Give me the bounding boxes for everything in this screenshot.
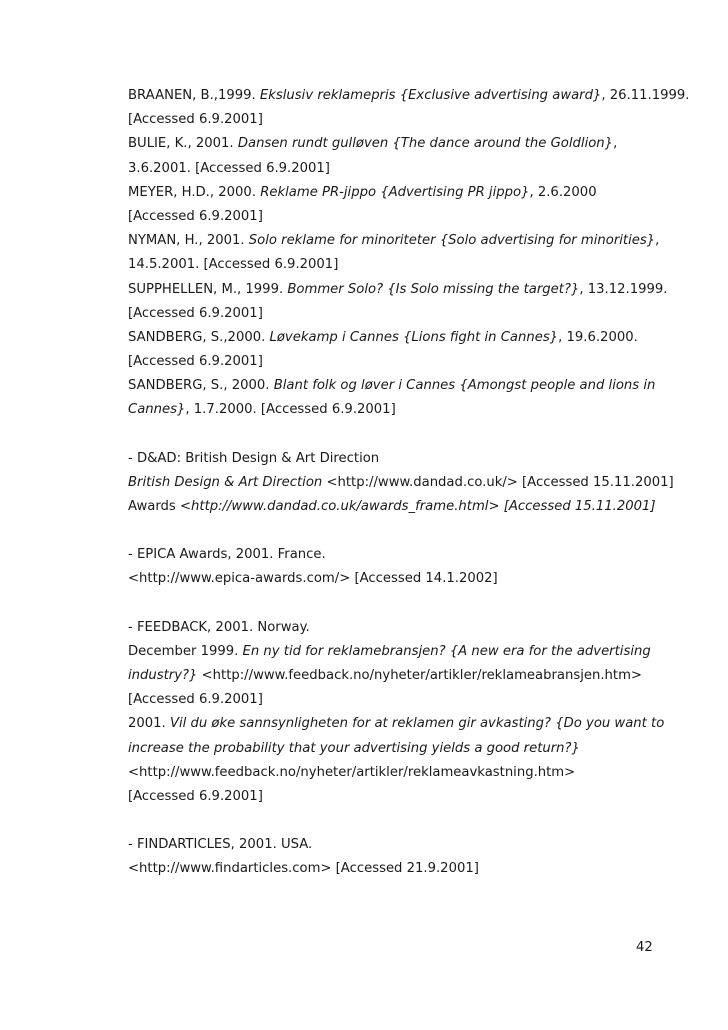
reference-line: 2001. Vil du øke sannsynligheten for at reklamen gir avkasting? {Do you want to xyxy=(128,716,665,732)
source-heading: - D&AD: British Design & Art Direction xyxy=(128,450,380,466)
source-heading: - FINDARTICLES, 2001. USA. xyxy=(128,837,313,853)
reference-list xyxy=(128,84,690,881)
reference-line: SANDBERG, S.,2000. Løvekamp i Cannes {Lions fight in Cannes}, 19.6.2000. xyxy=(128,329,638,345)
reference-line: increase the probability that your advertising yields a good return?} xyxy=(128,740,580,756)
section-spacer xyxy=(128,519,668,543)
reference-line: BRAANEN, B.,1999. Ekslusiv reklamepris {Exclusive advertising award}, 26.11.1999. xyxy=(128,88,690,103)
reference-line: British Design & Art Direction <http://www.dandad.co.uk/> [Accessed 15.11.2001] xyxy=(128,474,674,490)
reference-line: industry?} <http://www.feedback.no/nyheter/artikler/reklameabransjen.htm> xyxy=(128,667,642,683)
section-spacer xyxy=(128,809,668,833)
source-heading: - EPICA Awards, 2001. France. xyxy=(128,547,326,563)
reference-line: [Accessed 6.9.2001] xyxy=(128,305,263,321)
reference-line: BULIE, K., 2001. Dansen rundt gulløven {The dance around the Goldlion}, xyxy=(128,136,618,152)
reference-line: [Accessed 6.9.2001] xyxy=(128,692,263,708)
reference-line: MEYER, H.D., 2000. Reklame PR-jippo {Advertising PR jippo}, 2.6.2000 xyxy=(128,184,597,200)
reference-line: 14.5.2001. [Accessed 6.9.2001] xyxy=(128,257,339,273)
reference-line: <http://www.findarticles.com> [Accessed 21.9.2001] xyxy=(128,861,479,877)
source-heading: - FEEDBACK, 2001. Norway. xyxy=(128,619,310,635)
reference-line: [Accessed 6.9.2001] xyxy=(128,354,263,370)
reference-line: SUPPHELLEN, M., 1999. Bommer Solo? {Is Solo missing the target?}, 13.12.1999. xyxy=(128,281,668,297)
reference-line: December 1999. En ny tid for reklamebransjen? {A new era for the advertising xyxy=(128,643,651,659)
section-spacer xyxy=(128,592,668,616)
reference-line: <http://www.feedback.no/nyheter/artikler/reklameavkastning.htm> xyxy=(128,764,576,780)
reference-line: [Accessed 6.9.2001] xyxy=(128,788,263,804)
reference-line: [Accessed 6.9.2001] xyxy=(128,208,263,224)
reference-line: <http://www.epica-awards.com/> [Accessed 14.1.2002] xyxy=(128,571,498,587)
reference-line: Awards <http://www.dandad.co.uk/awards_frame.html> [Accessed 15.11.2001] xyxy=(128,499,656,514)
reference-line: Cannes}, 1.7.2000. [Accessed 6.9.2001] xyxy=(128,402,396,418)
reference-line: NYMAN, H., 2001. Solo reklame for minoriteter {Solo advertising for minorities}, xyxy=(128,233,660,249)
section-spacer xyxy=(128,423,668,447)
reference-line: 3.6.2001. [Accessed 6.9.2001] xyxy=(128,160,330,176)
page-number: 42 xyxy=(636,940,653,955)
reference-line: [Accessed 6.9.2001] xyxy=(128,112,263,128)
reference-line: SANDBERG, S., 2000. Blant folk og løver i Cannes {Amongst people and lions in xyxy=(128,378,656,394)
